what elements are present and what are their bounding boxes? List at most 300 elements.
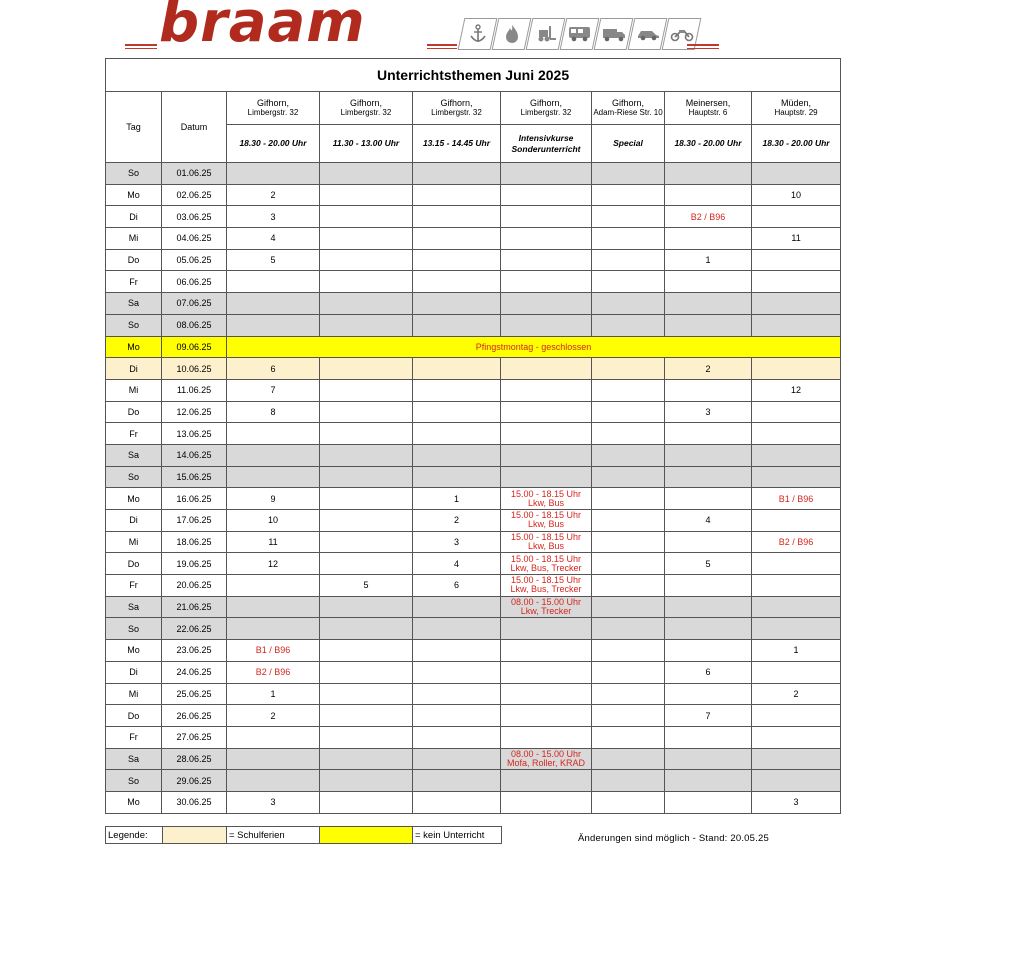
schedule-cell — [320, 705, 413, 727]
legend-swatch-holiday — [320, 827, 413, 843]
table-row — [106, 726, 841, 748]
schedule-cell — [501, 423, 592, 445]
schedule-cell — [501, 618, 592, 640]
legend-swatch-ferien — [163, 827, 227, 843]
location-header — [752, 92, 841, 125]
schedule-cell — [501, 553, 592, 575]
day-cell: Di — [106, 661, 162, 683]
schedule-cell — [752, 618, 841, 640]
schedule-cell — [592, 726, 665, 748]
location-header — [227, 92, 320, 125]
special-course-line: 15.00 - 18.15 Uhr — [510, 532, 582, 543]
schedule-cell — [592, 510, 665, 532]
table-row — [106, 249, 841, 271]
logo-line-left — [125, 44, 157, 46]
schedule-cell — [665, 748, 752, 770]
schedule-cell — [592, 293, 665, 315]
schedule-cell — [501, 770, 592, 792]
date-cell: 19.06.25 — [162, 553, 227, 575]
schedule-cell: 12 — [752, 379, 841, 401]
logo-vehicle-icons — [461, 18, 699, 50]
schedule-cell: 4 — [227, 228, 320, 250]
table-row — [106, 596, 841, 618]
schedule-cell: 6 — [413, 575, 501, 597]
schedule-cell: 1 — [227, 683, 320, 705]
schedule-cell — [752, 705, 841, 727]
schedule-cell — [413, 596, 501, 618]
schedule-cell — [665, 314, 752, 336]
schedule-cell — [227, 770, 320, 792]
schedule-cell — [592, 401, 665, 423]
schedule-cell — [413, 249, 501, 271]
logo-line-left-2 — [125, 48, 157, 49]
schedule-cell — [227, 466, 320, 488]
schedule-cell — [501, 531, 592, 553]
schedule-cell: 11 — [227, 531, 320, 553]
schedule-cell — [665, 726, 752, 748]
schedule-cell — [592, 770, 665, 792]
location-header — [592, 92, 665, 125]
date-cell: 18.06.25 — [162, 531, 227, 553]
special-course-line: 15.00 - 18.15 Uhr — [510, 575, 582, 586]
table-row — [106, 358, 841, 380]
column-header-tag: Tag — [106, 92, 162, 163]
schedule-cell — [413, 791, 501, 813]
schedule-cell — [592, 184, 665, 206]
legend-label: Legende: — [106, 827, 163, 843]
schedule-cell — [320, 770, 413, 792]
location-header — [665, 92, 752, 125]
schedule-cell — [413, 228, 501, 250]
schedule-cell: 8 — [227, 401, 320, 423]
schedule-cell — [501, 249, 592, 271]
schedule-cell — [592, 791, 665, 813]
schedule-cell — [501, 271, 592, 293]
schedule-cell — [501, 510, 592, 532]
day-cell: Mi — [106, 379, 162, 401]
schedule-cell — [320, 510, 413, 532]
schedule-cell — [501, 379, 592, 401]
location-address: Limbergstr. 32 — [520, 108, 572, 117]
schedule-cell — [665, 770, 752, 792]
table-row — [106, 293, 841, 315]
location-name: Gifhorn, — [256, 98, 289, 108]
schedule-cell — [501, 314, 592, 336]
schedule-cell — [592, 249, 665, 271]
schedule-cell — [320, 466, 413, 488]
schedule-cell — [320, 488, 413, 510]
schedule-cell: B1 / B96 — [752, 488, 841, 510]
date-cell: 22.06.25 — [162, 618, 227, 640]
schedule-cell — [592, 683, 665, 705]
table-row — [106, 163, 841, 185]
location-time: 18.30 - 20.00 Uhr — [752, 125, 841, 163]
table-row — [106, 553, 841, 575]
schedule-table — [105, 58, 841, 814]
schedule-cell: 4 — [665, 510, 752, 532]
schedule-cell: 3 — [413, 531, 501, 553]
special-course-line: Lkw, Bus — [527, 541, 565, 552]
schedule-cell: 7 — [227, 379, 320, 401]
day-cell: So — [106, 314, 162, 336]
column-header-datum: Datum — [162, 92, 227, 163]
schedule-cell — [752, 553, 841, 575]
location-name: Gifhorn, — [440, 98, 473, 108]
schedule-cell — [592, 358, 665, 380]
date-cell: 23.06.25 — [162, 640, 227, 662]
day-cell: So — [106, 618, 162, 640]
schedule-cell — [413, 358, 501, 380]
day-cell: Fr — [106, 423, 162, 445]
schedule-cell — [413, 293, 501, 315]
schedule-cell — [592, 271, 665, 293]
schedule-cell: 5 — [227, 249, 320, 271]
schedule-cell — [320, 206, 413, 228]
date-cell: 27.06.25 — [162, 726, 227, 748]
schedule-cell — [227, 748, 320, 770]
schedule-cell: 1 — [665, 249, 752, 271]
schedule-cell — [592, 531, 665, 553]
schedule-cell — [592, 640, 665, 662]
date-cell: 16.06.25 — [162, 488, 227, 510]
day-cell: Mo — [106, 791, 162, 813]
schedule-cell — [501, 293, 592, 315]
schedule-cell — [665, 379, 752, 401]
schedule-cell — [665, 596, 752, 618]
legend-text-ferien: = Schulferien — [227, 827, 320, 843]
table-row — [106, 748, 841, 770]
schedule-cell — [501, 163, 592, 185]
schedule-cell — [501, 640, 592, 662]
schedule-cell — [752, 163, 841, 185]
schedule-cell — [752, 726, 841, 748]
schedule-cell — [413, 640, 501, 662]
schedule-cell — [227, 618, 320, 640]
day-cell: Do — [106, 249, 162, 271]
table-row — [106, 575, 841, 597]
braam-logo — [125, 0, 725, 55]
date-cell: 06.06.25 — [162, 271, 227, 293]
day-cell: Mo — [106, 184, 162, 206]
page-title: Unterrichtsthemen Juni 2025 — [106, 59, 841, 92]
date-cell: 13.06.25 — [162, 423, 227, 445]
schedule-cell — [501, 358, 592, 380]
day-cell: Mi — [106, 683, 162, 705]
schedule-cell — [752, 358, 841, 380]
schedule-cell: B1 / B96 — [227, 640, 320, 662]
schedule-cell — [592, 553, 665, 575]
schedule-cell — [320, 640, 413, 662]
day-cell: So — [106, 466, 162, 488]
schedule-cell: 1 — [752, 640, 841, 662]
schedule-cell — [320, 748, 413, 770]
schedule-cell — [592, 466, 665, 488]
date-cell: 26.06.25 — [162, 705, 227, 727]
schedule-cell: 3 — [227, 206, 320, 228]
schedule-cell — [752, 293, 841, 315]
date-cell: 14.06.25 — [162, 444, 227, 466]
schedule-cell — [413, 271, 501, 293]
schedule-cell — [501, 726, 592, 748]
schedule-cell — [752, 770, 841, 792]
schedule-cell — [501, 705, 592, 727]
schedule-cell — [592, 379, 665, 401]
date-cell: 25.06.25 — [162, 683, 227, 705]
schedule-cell — [320, 314, 413, 336]
date-cell: 15.06.25 — [162, 466, 227, 488]
schedule-cell: 5 — [320, 575, 413, 597]
day-cell: So — [106, 163, 162, 185]
schedule-cell — [227, 596, 320, 618]
day-cell: Sa — [106, 748, 162, 770]
schedule-cell — [227, 293, 320, 315]
schedule-cell — [320, 618, 413, 640]
schedule-cell — [592, 618, 665, 640]
schedule-cell — [592, 488, 665, 510]
schedule-cell — [592, 705, 665, 727]
table-row — [106, 770, 841, 792]
location-time: Intensivkurse Sonderunterricht — [501, 125, 592, 163]
day-cell: Di — [106, 206, 162, 228]
table-row — [106, 618, 841, 640]
table-row — [106, 228, 841, 250]
schedule-cell — [413, 379, 501, 401]
location-address: Adam-Riese Str. 10 — [593, 108, 663, 117]
schedule-cell — [320, 531, 413, 553]
schedule-cell — [413, 466, 501, 488]
table-row — [106, 184, 841, 206]
schedule-cell — [320, 379, 413, 401]
schedule-cell — [413, 770, 501, 792]
schedule-cell — [752, 466, 841, 488]
schedule-cell — [413, 705, 501, 727]
schedule-cell: 9 — [227, 488, 320, 510]
location-header — [413, 92, 501, 125]
schedule-cell — [592, 661, 665, 683]
schedule-cell — [665, 575, 752, 597]
table-row — [106, 423, 841, 445]
schedule-cell — [752, 314, 841, 336]
special-course-line: Lkw, Bus, Trecker — [510, 584, 582, 595]
date-cell: 29.06.25 — [162, 770, 227, 792]
schedule-cell — [501, 683, 592, 705]
schedule-cell — [752, 596, 841, 618]
schedule-cell — [413, 683, 501, 705]
table-row — [106, 640, 841, 662]
legend-text-holiday: = kein Unterricht — [415, 829, 485, 841]
date-cell: 20.06.25 — [162, 575, 227, 597]
date-cell: 04.06.25 — [162, 228, 227, 250]
schedule-cell: 1 — [413, 488, 501, 510]
schedule-cell — [413, 618, 501, 640]
day-cell: Mo — [106, 640, 162, 662]
schedule-cell — [227, 575, 320, 597]
location-name: Meinersen, — [685, 98, 731, 108]
day-cell: Sa — [106, 293, 162, 315]
day-cell: Do — [106, 705, 162, 727]
schedule-cell — [665, 791, 752, 813]
location-name: Müden, — [781, 98, 812, 108]
schedule-cell — [320, 423, 413, 445]
date-cell: 30.06.25 — [162, 791, 227, 813]
schedule-cell — [501, 228, 592, 250]
special-course-line: Lkw, Bus — [527, 519, 565, 530]
schedule-cell — [665, 466, 752, 488]
logo-line-right-2 — [687, 48, 719, 49]
schedule-cell — [320, 401, 413, 423]
logo-line-mid — [427, 44, 457, 46]
table-row — [106, 401, 841, 423]
logo-wordmark: braam — [159, 0, 366, 55]
location-address: Limbergstr. 32 — [340, 108, 392, 117]
schedule-cell — [413, 206, 501, 228]
day-cell: Mo — [106, 488, 162, 510]
day-cell: So — [106, 770, 162, 792]
schedule-cell — [320, 661, 413, 683]
day-cell: Di — [106, 510, 162, 532]
date-cell: 09.06.25 — [162, 336, 227, 358]
date-cell: 10.06.25 — [162, 358, 227, 380]
special-course-line: 08.00 - 15.00 Uhr — [510, 597, 582, 608]
table-row — [106, 336, 841, 358]
day-cell: Sa — [106, 444, 162, 466]
schedule-cell — [665, 293, 752, 315]
schedule-cell — [320, 163, 413, 185]
schedule-cell — [665, 531, 752, 553]
schedule-cell — [320, 791, 413, 813]
schedule-cell — [665, 163, 752, 185]
schedule-cell — [752, 206, 841, 228]
schedule-cell — [413, 661, 501, 683]
schedule-cell: 10 — [752, 184, 841, 206]
schedule-cell — [413, 726, 501, 748]
table-row — [106, 271, 841, 293]
location-name: Gifhorn, — [349, 98, 382, 108]
schedule-cell — [413, 423, 501, 445]
location-address: Hauptstr. 29 — [774, 108, 818, 117]
table-row — [106, 314, 841, 336]
day-cell: Mi — [106, 228, 162, 250]
schedule-cell — [752, 271, 841, 293]
schedule-cell — [320, 444, 413, 466]
schedule-cell: 7 — [665, 705, 752, 727]
schedule-cell — [227, 726, 320, 748]
schedule-cell — [501, 444, 592, 466]
schedule-cell — [501, 748, 592, 770]
table-row — [106, 444, 841, 466]
date-cell: 12.06.25 — [162, 401, 227, 423]
schedule-cell: 2 — [227, 705, 320, 727]
table-row — [106, 705, 841, 727]
schedule-cell: 11 — [752, 228, 841, 250]
location-address: Limbergstr. 32 — [247, 108, 299, 117]
schedule-cell — [665, 488, 752, 510]
special-course-line: Lkw, Bus — [527, 497, 565, 508]
day-cell: Di — [106, 358, 162, 380]
schedule-cell — [665, 618, 752, 640]
logo-line-mid-2 — [427, 48, 457, 49]
schedule-cell — [665, 423, 752, 445]
special-course-line: Lkw, Bus, Trecker — [510, 562, 582, 573]
table-row — [106, 466, 841, 488]
schedule-cell — [413, 748, 501, 770]
location-address: Hauptstr. 6 — [688, 108, 728, 117]
schedule-cell — [320, 596, 413, 618]
location-name: Gifhorn, — [611, 98, 644, 108]
schedule-cell — [413, 401, 501, 423]
schedule-cell — [501, 206, 592, 228]
legend — [105, 826, 502, 844]
day-cell: Sa — [106, 596, 162, 618]
footnote: Änderungen sind möglich - Stand: 20.05.25 — [578, 833, 769, 844]
schedule-cell: 6 — [227, 358, 320, 380]
schedule-cell — [592, 423, 665, 445]
schedule-cell — [752, 401, 841, 423]
schedule-cell: B2 / B96 — [665, 206, 752, 228]
schedule-cell — [413, 163, 501, 185]
schedule-cell — [752, 444, 841, 466]
schedule-cell — [592, 163, 665, 185]
schedule-cell — [665, 683, 752, 705]
schedule-cell: 3 — [665, 401, 752, 423]
schedule-cell — [665, 184, 752, 206]
special-course-line: Mofa, Roller, KRAD — [506, 757, 586, 768]
schedule-cell — [592, 748, 665, 770]
schedule-cell — [665, 228, 752, 250]
schedule-cell: B2 / B96 — [752, 531, 841, 553]
schedule-cell — [320, 726, 413, 748]
schedule-cell — [320, 293, 413, 315]
location-time: 18.30 - 20.00 Uhr — [665, 125, 752, 163]
location-time: 18.30 - 20.00 Uhr — [227, 125, 320, 163]
date-cell: 07.06.25 — [162, 293, 227, 315]
schedule-cell — [501, 596, 592, 618]
holiday-note: Pfingstmontag - geschlossen — [227, 336, 841, 358]
special-course-line: Lkw, Trecker — [520, 606, 572, 617]
schedule-cell — [665, 271, 752, 293]
date-cell: 02.06.25 — [162, 184, 227, 206]
date-cell: 28.06.25 — [162, 748, 227, 770]
location-name: Gifhorn, — [529, 98, 562, 108]
schedule-cell: 10 — [227, 510, 320, 532]
schedule-cell — [752, 661, 841, 683]
schedule-cell — [227, 444, 320, 466]
schedule-cell: 6 — [665, 661, 752, 683]
schedule-cell: 3 — [752, 791, 841, 813]
date-cell: 11.06.25 — [162, 379, 227, 401]
schedule-cell — [320, 271, 413, 293]
logo-line-right — [687, 44, 719, 46]
schedule-cell — [752, 249, 841, 271]
table-row — [106, 379, 841, 401]
table-row — [106, 206, 841, 228]
schedule-cell — [227, 163, 320, 185]
schedule-cell — [413, 184, 501, 206]
location-time: 13.15 - 14.45 Uhr — [413, 125, 501, 163]
day-cell: Fr — [106, 271, 162, 293]
schedule-cell — [592, 596, 665, 618]
schedule-cell: B2 / B96 — [227, 661, 320, 683]
table-row — [106, 531, 841, 553]
date-cell: 21.06.25 — [162, 596, 227, 618]
location-header — [501, 92, 592, 125]
schedule-cell — [320, 249, 413, 271]
day-cell: Fr — [106, 575, 162, 597]
schedule-cell — [501, 791, 592, 813]
date-cell: 17.06.25 — [162, 510, 227, 532]
schedule-cell — [227, 314, 320, 336]
schedule-cell — [501, 401, 592, 423]
